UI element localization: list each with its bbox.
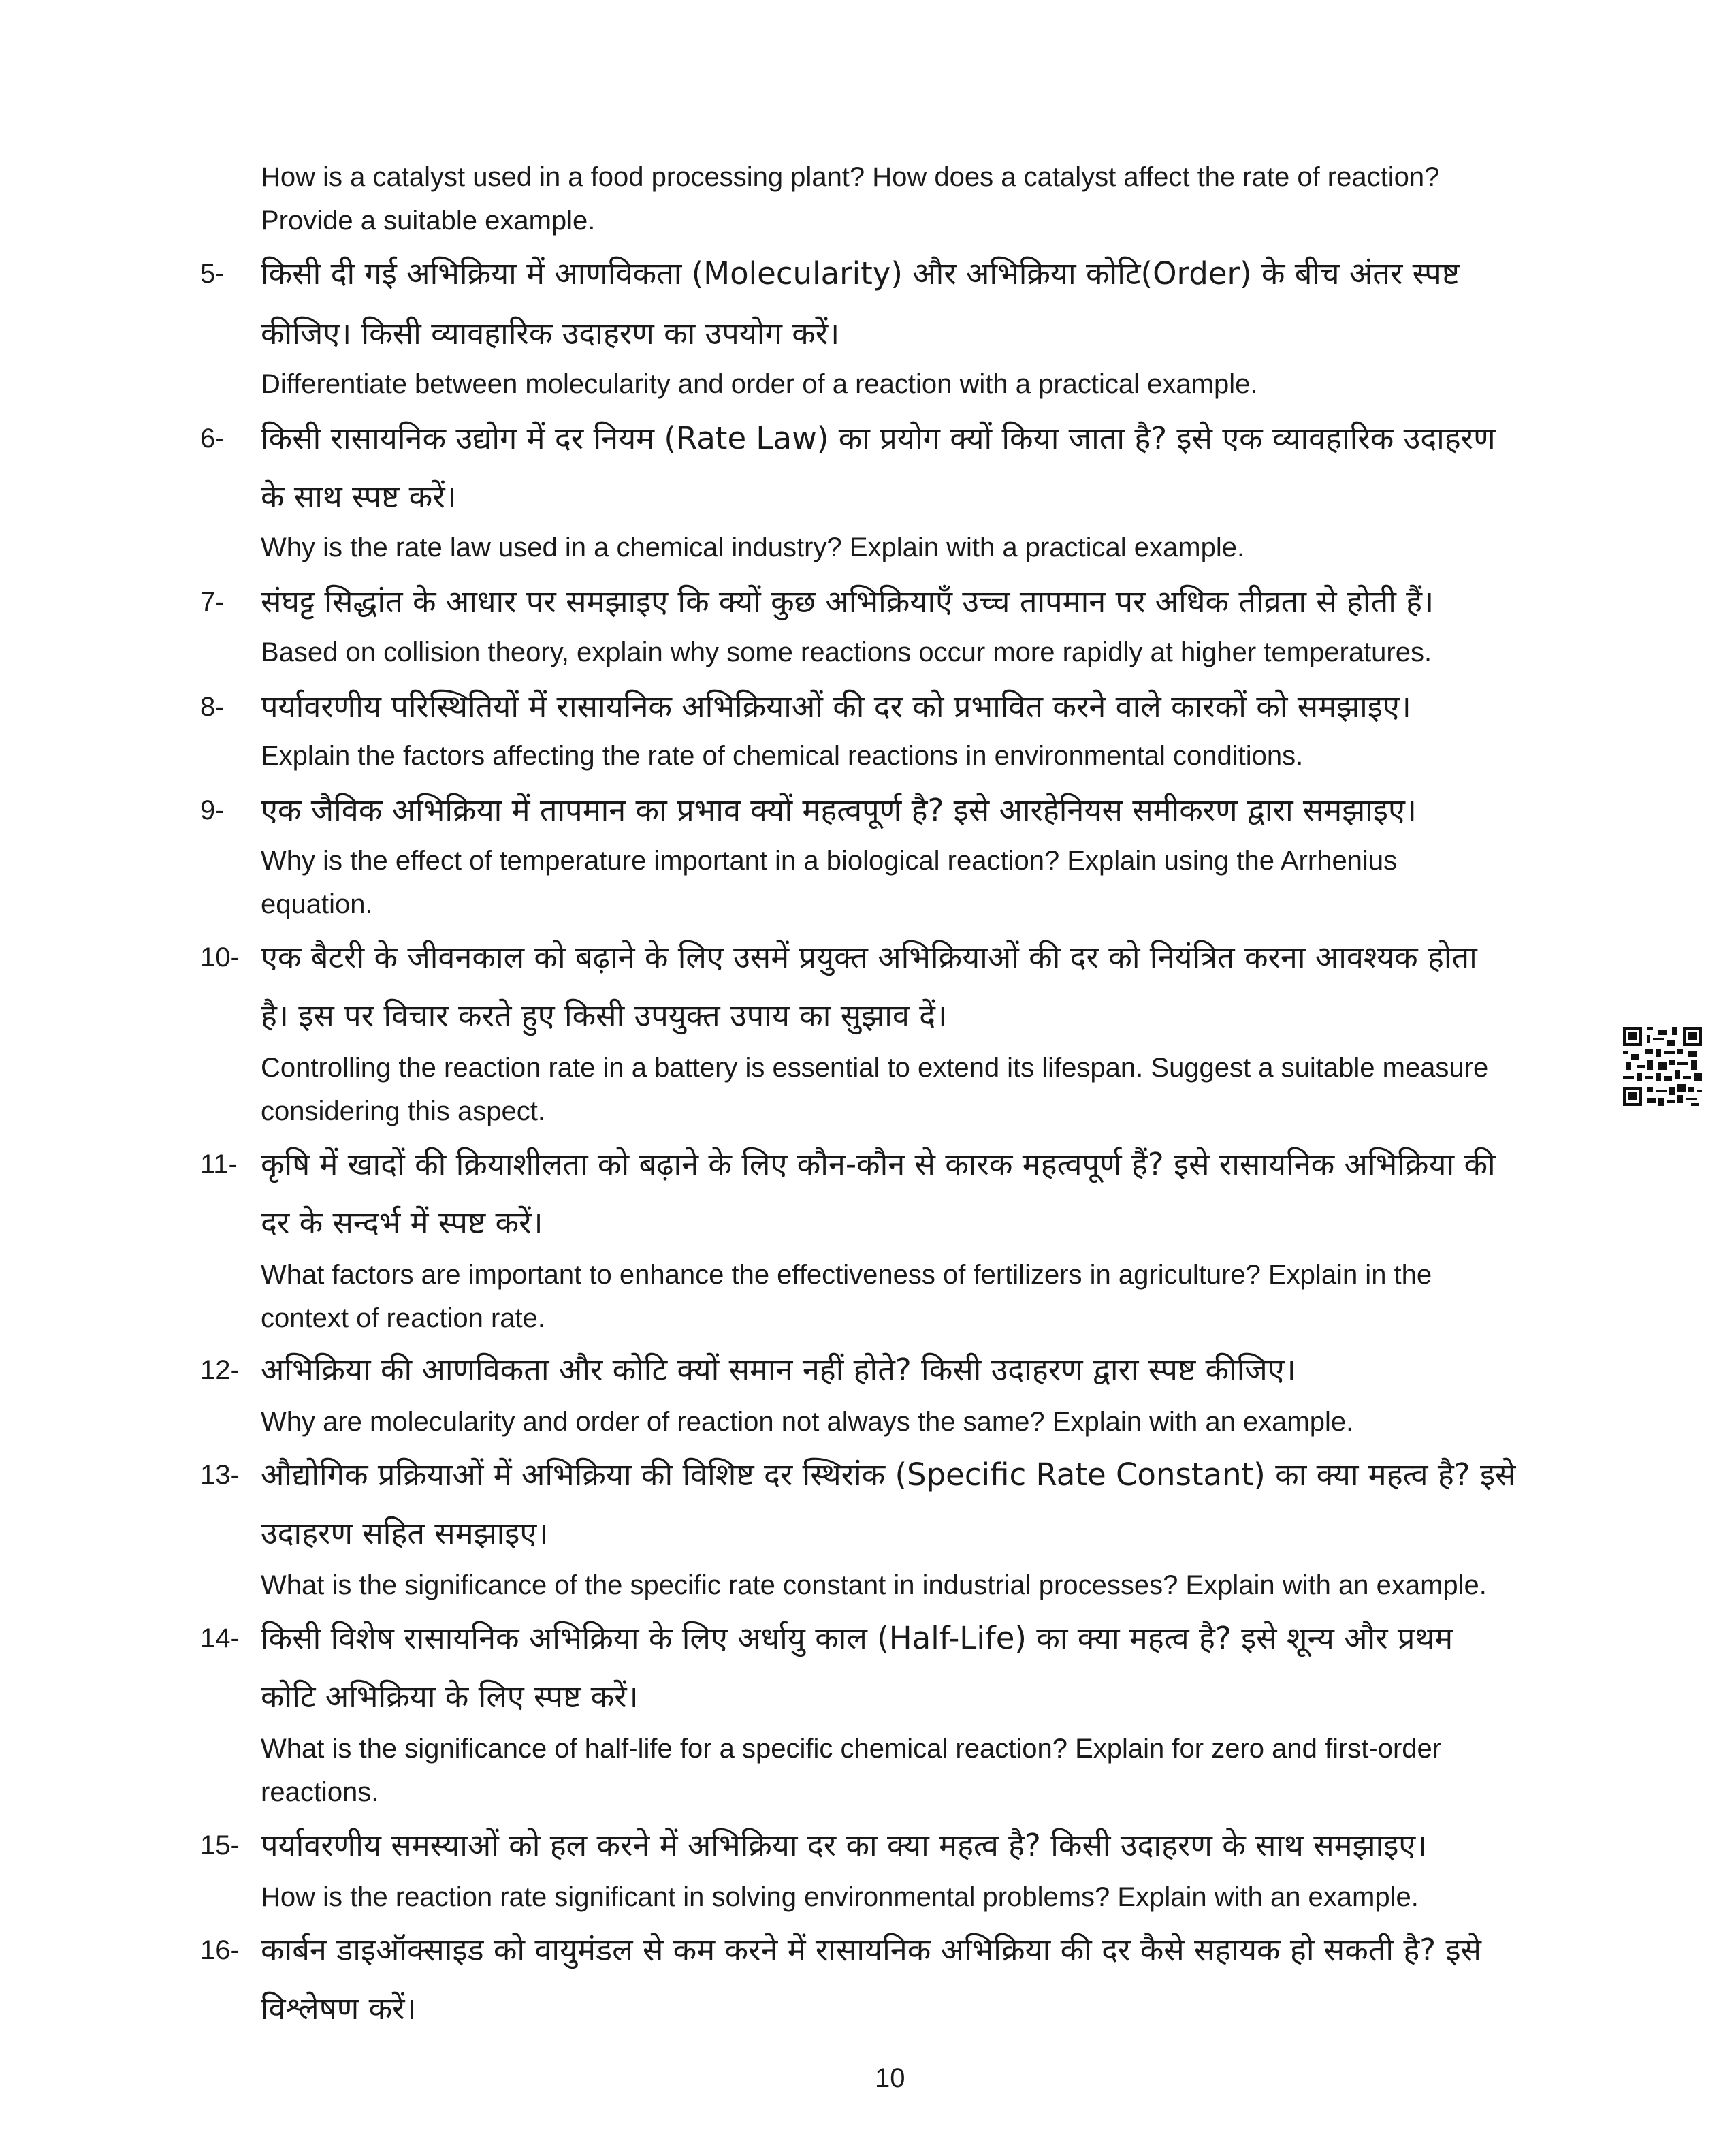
question-number-10: 10- [200,942,240,972]
question-13-english-1: What is the significance of the specific rate constant in industrial processes? Explain with an example. [261,1570,1487,1600]
question-number-14: 14- [200,1623,240,1653]
question-number-9: 9- [200,795,225,825]
question-8-hindi-1: पर्यावरणीय परिस्थितियों में रासायनिक अभिक्रियाओं की दर को प्रभावित करने वाले कारकों को समझाइए। [261,688,1411,725]
page-number: 10 [875,2063,905,2093]
question-number-12: 12- [200,1355,240,1385]
qr-code-icon [1623,1027,1702,1106]
question-12-hindi-1: अभिक्रिया की आणविकता और कोटि क्यों समान नहीं होते? किसी उदाहरण द्वारा स्पष्ट कीजिए। [261,1352,1296,1388]
question-5-hindi-2: कीजिए। किसी व्यावहारिक उदाहरण का उपयोग करें। [261,315,840,351]
question-number-16: 16- [200,1935,240,1965]
intro-line-1: How is a catalyst used in a food processing plant? How does a catalyst affect the rate of reaction? [261,162,1440,192]
question-7-hindi-1: संघट्ट सिद्धांत के आधार पर समझाइए कि क्यों कुछ अभिक्रियाएँ उच्च तापमान पर अधिक तीव्रता से होती हैं। [261,584,1434,620]
question-11-hindi-2: दर के सन्दर्भ में स्पष्ट करें। [261,1205,543,1241]
question-14-english-2: reactions. [261,1777,379,1807]
question-10-hindi-2: है। इस पर विचार करते हुए किसी उपयुक्त उपाय का सुझाव दें। [261,998,948,1034]
question-16-hindi-1: कार्बन डाइऑक्साइड को वायुमंडल से कम करने में रासायनिक अभिक्रिया की दर कैसे सहायक हो सकती है? इसे [261,1932,1481,1968]
question-6-hindi-2: के साथ स्पष्ट करें। [261,479,457,515]
question-6-english-1: Why is the rate law used in a chemical industry? Explain with a practical example. [261,533,1245,562]
question-10-english-2: considering this aspect. [261,1096,546,1126]
question-15-hindi-1: पर्यावरणीय समस्याओं को हल करने में अभिक्रिया दर का क्या महत्व है? किसी उदाहरण के साथ समझाइए। [261,1827,1428,1863]
question-number-6: 6- [200,424,225,454]
question-number-15: 15- [200,1830,240,1860]
question-10-english-1: Controlling the reaction rate in a battery is essential to extend its lifespan. Suggest a suitable measure [261,1053,1489,1083]
question-number-13: 13- [200,1460,240,1490]
question-number-5: 5- [200,259,225,289]
intro-line-2: Provide a suitable example. [261,206,596,236]
question-number-7: 7- [200,587,225,617]
question-7-english-1: Based on collision theory, explain why some reactions occur more rapidly at higher temperatures. [261,637,1432,667]
question-13-hindi-2: उदाहरण सहित समझाइए। [261,1515,549,1551]
question-15-english-1: How is the reaction rate significant in solving environmental problems? Explain with an example. [261,1882,1419,1912]
question-9-hindi-1: एक जैविक अभिक्रिया में तापमान का प्रभाव क्यों महत्वपूर्ण है? इसे आरहेनियस समीकरण द्वारा समझाइए। [261,792,1417,828]
question-number-11: 11- [200,1149,238,1179]
question-9-english-1: Why is the effect of temperature important in a biological reaction? Explain using the Arrhenius [261,846,1398,876]
question-14-english-1: What is the significance of half-life for a specific chemical reaction? Explain for zero and first-order [261,1734,1442,1764]
question-11-english-1: What factors are important to enhance the effectiveness of fertilizers in agriculture? Explain in the [261,1260,1432,1290]
question-number-8: 8- [200,692,225,722]
question-5-hindi-1: किसी दी गई अभिक्रिया में आणविकता (Molecularity) और अभिक्रिया कोटि(Order) के बीच अंतर स्पष्ट [261,255,1460,291]
question-13-hindi-1: औद्योगिक प्रक्रियाओं में अभिक्रिया की विशिष्ट दर स्थिरांक (Specific Rate Constant) का क्या महत्व है? इसे [261,1457,1516,1493]
question-8-english-1: Explain the factors affecting the rate of chemical reactions in environmental conditions. [261,741,1304,771]
question-11-hindi-1: कृषि में खादों की क्रियाशीलता को बढ़ाने के लिए कौन-कौन से कारक महत्वपूर्ण हैं? इसे रासायनिक अभिक्रिया की [261,1146,1496,1182]
question-14-hindi-1: किसी विशेष रासायनिक अभिक्रिया के लिए अर्धायु काल (Half-Life) का क्या महत्व है? इसे शून्य और प्रथम [261,1620,1453,1656]
question-12-english-1: Why are molecularity and order of reaction not always the same? Explain with an example. [261,1407,1354,1437]
question-11-english-2: context of reaction rate. [261,1303,546,1333]
question-9-english-2: equation. [261,889,373,919]
question-5-english-1: Differentiate between molecularity and order of a reaction with a practical example. [261,369,1258,399]
question-16-hindi-2: विश्लेषण करें। [261,1990,417,2027]
question-10-hindi-1: एक बैटरी के जीवनकाल को बढ़ाने के लिए उसमें प्रयुक्त अभिक्रियाओं की दर को नियंत्रित करना आवश्यक होता [261,939,1477,975]
question-6-hindi-1: किसी रासायनिक उद्योग में दर नियम (Rate Law) का प्रयोग क्यों किया जाता है? इसे एक व्यावहारिक उदाहरण [261,420,1496,456]
question-14-hindi-2: कोटि अभिक्रिया के लिए स्पष्ट करें। [261,1679,639,1715]
